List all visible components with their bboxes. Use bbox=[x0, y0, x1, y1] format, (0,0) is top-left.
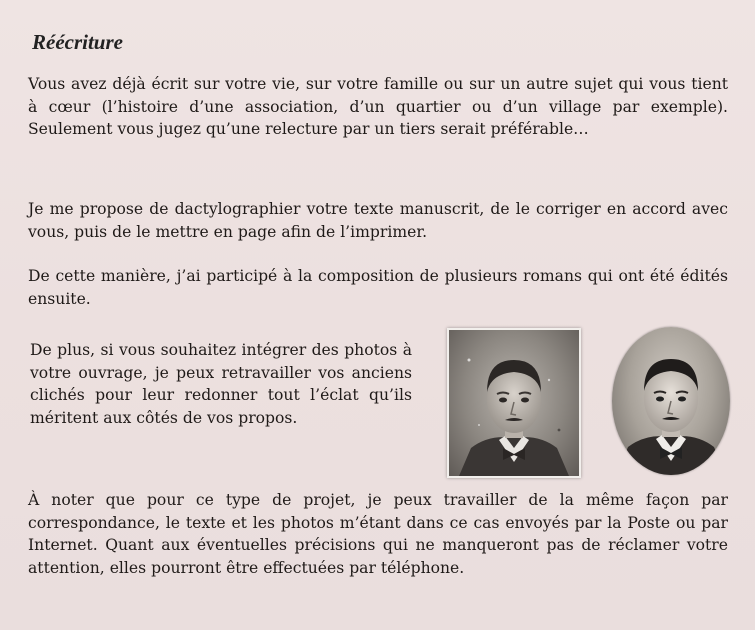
man-portrait-icon bbox=[449, 330, 579, 476]
page-title: Réécriture bbox=[32, 30, 123, 54]
paragraph-service: Je me propose de dactylographier votre texte manuscrit, de le corriger en accord avec vous, puis de le mettre en page afin de l’imprimer. bbox=[28, 200, 728, 241]
old-portrait-photo bbox=[447, 328, 581, 478]
paragraph-intro: Vous avez déjà écrit sur votre vie, sur votre famille ou sur un autre sujet qui vous tient à cœur (l’histoire d’une association, d’un quartier ou d’un village par exemple). Seulement vous jugez qu’une relecture par un tiers serait préférable… bbox=[28, 75, 728, 138]
restored-portrait-photo bbox=[612, 327, 730, 475]
paragraph-experience: De cette manière, j’ai participé à la composition de plusieurs romans qui ont été édités ensuite. bbox=[28, 267, 728, 308]
paragraph-correspondence: À noter que pour ce type de projet, je peux travailler de la même façon par correspondance, le texte et les photos m’étant dans ce cas envoyés par la Poste ou par Internet. Quant aux éventuelles précisions qui ne manqueront pas de réclamer votre attention, elles pourront être effectuées par téléphone. bbox=[28, 491, 728, 577]
paragraph-photos: De plus, si vous souhaitez intégrer des photos à votre ouvrage, je peux retravailler vos anciens clichés pour leur redonner tout l’éclat qu’ils méritent aux côtés de vos propos. bbox=[30, 341, 412, 427]
man-portrait-icon bbox=[612, 327, 730, 475]
